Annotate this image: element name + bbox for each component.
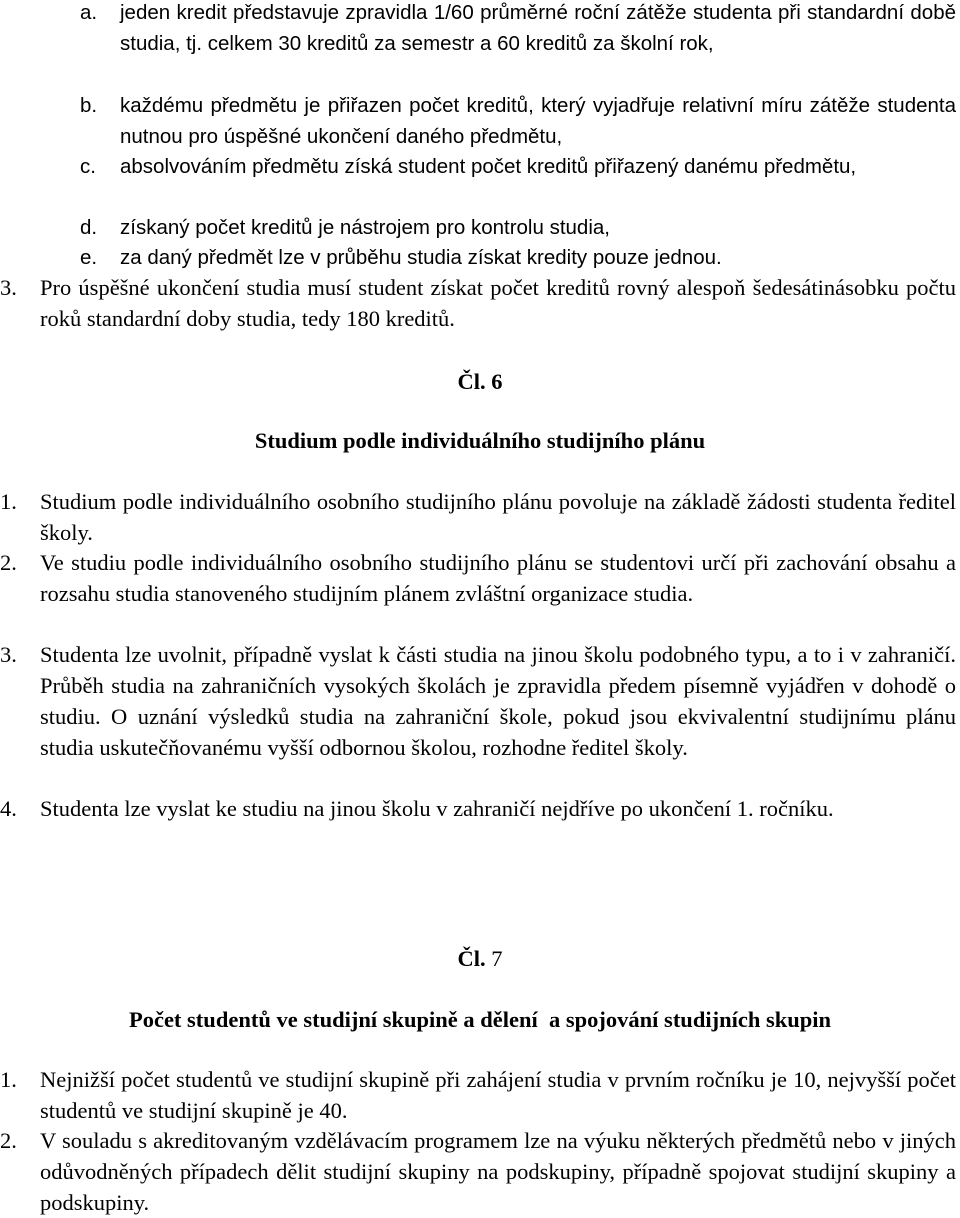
article-number-value: 7 [491, 946, 503, 971]
paragraph-text: Ve studiu podle individuálního osobního studijního plánu se studentovi určí při zachování obsahu a rozsahu studia stanoveného studijním plánem zvláštní organizace studia. [40, 550, 956, 606]
list-label: a. [80, 1, 98, 24]
article-title: Studium podle individuálního studijního plánu [254, 428, 706, 453]
paragraph-number: 4. [0, 796, 17, 821]
article-title: Počet studentů ve studijní skupině a dělení a spojování studijních skupin [128, 1007, 832, 1032]
list-label: d. [80, 216, 98, 239]
paragraph-number: 3. [0, 642, 17, 667]
list-label: c. [80, 155, 96, 178]
list-text: za daný předmět lze v průběhu studia získat kredity pouze jednou. [120, 246, 722, 269]
paragraph-text: Nejnižší počet studentů ve studijní skupině při zahájení studia v prvním ročníku je 10, nejvyšší počet studentů ve studijní skupině je 40. [40, 1067, 956, 1123]
article-number [0, 943, 960, 974]
list-text: každému předmětu je přiřazen počet kreditů, který vyjadřuje relativní míru zátěže studenta nutnou pro úspěšné ukončení daného předmětu, [120, 94, 956, 148]
paragraph-text: Studenta lze uvolnit, případně vyslat k části studia na jinou školu podobného typu, a to i v zahraničí. Průběh studia na zahraničních vysokých školách je zpravidla předem písemně vyjádřen v dohodě o studiu. O uznání výsledků studia na zahraniční škole, pokud jsou ekvivalentní studijnímu plánu studia uskutečňovanému vyšší odbornou školou, rozhodne ředitel školy. [40, 642, 956, 760]
article-number-value: 6 [491, 369, 503, 394]
paragraph-text: Studenta lze vyslat ke studiu na jinou školu v zahraničí nejdříve po ukončení 1. ročníku. [40, 796, 834, 821]
paragraph-text: Pro úspěšné ukončení studia musí student získat počet kreditů rovný alespoň šedesátinásobku počtu roků standardní doby studia, tedy 180 kreditů. [40, 275, 956, 331]
list-text: absolvováním předmětu získá student počet kreditů přiřazený danému předmětu, [120, 155, 857, 178]
list-text: jeden kredit představuje zpravidla 1/60 průměrné roční zátěže studenta při standardní době studia, tj. celkem 30 kreditů za semestr a 60 kreditů za školní rok, [120, 1, 956, 55]
list-text: získaný počet kreditů je nástrojem pro kontrolu studia, [120, 216, 610, 239]
article-prefix: Čl. [457, 369, 486, 394]
paragraph-number: 1. [0, 1067, 17, 1092]
paragraph-number: 3. [0, 275, 17, 300]
list-label: b. [80, 94, 98, 117]
list-label: e. [80, 246, 98, 269]
article-number [0, 366, 960, 397]
paragraph-number: 2. [0, 1128, 17, 1153]
paragraph-text: V souladu s akreditovaným vzdělávacím programem lze na výuku některých předmětů nebo v jiných odůvodněných případech dělit studijní skupiny na podskupiny, případně spojovat studijní skupiny a podskupiny. [40, 1128, 956, 1215]
paragraph-text: Studium podle individuálního osobního studijního plánu povoluje na základě žádosti studenta ředitel školy. [40, 489, 956, 545]
paragraph-number: 1. [0, 489, 17, 514]
paragraph-number: 2. [0, 550, 17, 575]
article-prefix: Čl. [457, 946, 486, 971]
